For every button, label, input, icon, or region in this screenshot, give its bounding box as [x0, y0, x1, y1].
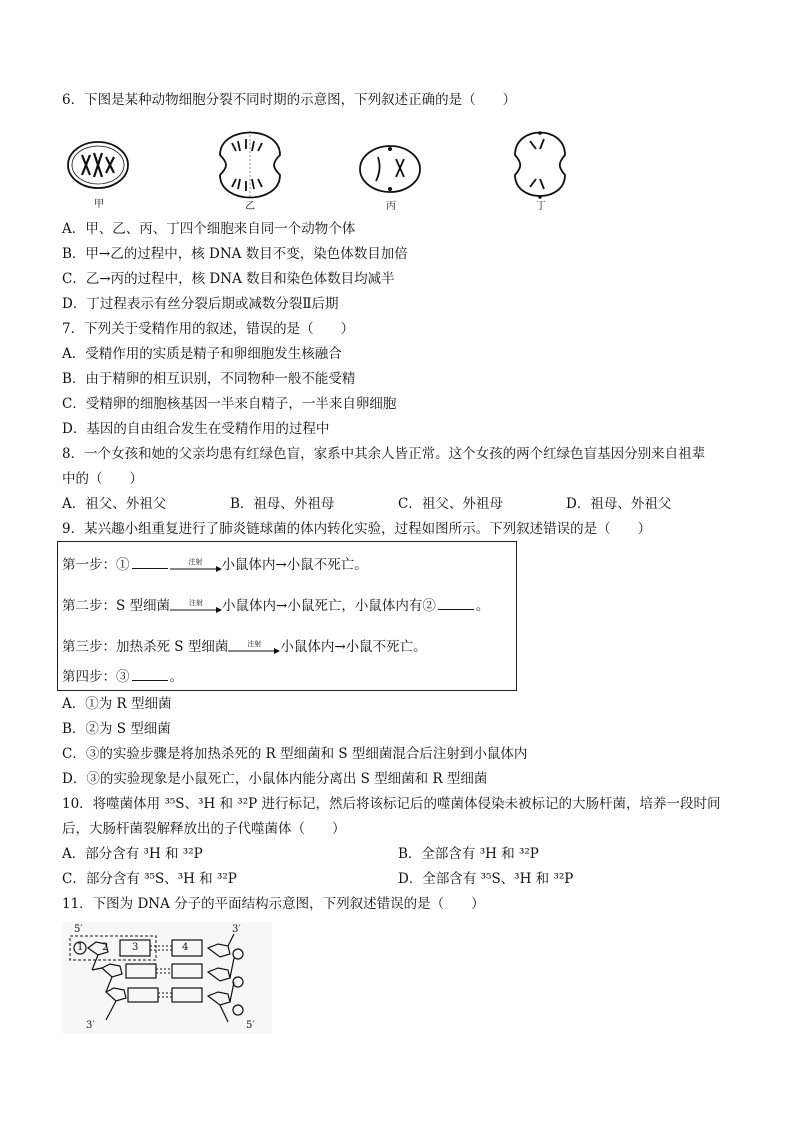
q7-option-b: B．由于精卵的相互识别，不同物种一般不能受精 — [62, 371, 356, 387]
q10-option-b: B．全部含有 ³H 和 ³²P — [398, 846, 539, 862]
q6-option-d: D．丁过程表示有丝分裂后期或减数分裂Ⅱ后期 — [62, 296, 339, 312]
q6-option-b: B．甲→乙的过程中，核 DNA 数目不变，染色体数目加倍 — [62, 246, 408, 262]
q7-option-a: A．受精作用的实质是精子和卵细胞发生核融合 — [62, 346, 342, 362]
q10-stem-line1: 10．将噬菌体用 ³⁵S、³H 和 ³²P 进行标记，然后将该标记后的噬菌体侵染未被标记的大肠杆菌，培养一段时间 — [62, 796, 721, 812]
blank-2 — [438, 597, 474, 610]
cell-division-figure — [60, 125, 580, 210]
q6-option-a: A．甲、乙、丙、丁四个细胞来自同一个动物个体 — [62, 221, 356, 237]
q7-stem: 7．下列关于受精作用的叙述，错误的是（ ） — [62, 321, 355, 337]
dna-label-5prime-top: 5′ — [74, 924, 83, 935]
q8-option-d: D．祖母、外祖父 — [566, 496, 672, 512]
q9-step3: 第三步：加热杀死 S 型细菌 注射 小鼠体内→小鼠不死亡。 — [62, 639, 427, 655]
figure-label-jia: 甲 — [94, 199, 104, 210]
q10-option-c: C．部分含有 ³⁵S、³H 和 ³²P — [62, 871, 237, 887]
dna-structure-diagram — [62, 922, 272, 1034]
dna-label-3prime-top: 3′ — [232, 924, 241, 935]
figure-label-bing: 丙 — [386, 201, 396, 212]
q10-option-d: D．全部含有 ³⁵S、³H 和 ³²P — [398, 871, 574, 887]
q8-option-b: B．祖母、外祖母 — [230, 496, 335, 512]
q9-stem: 9．某兴趣小组重复进行了肺炎链球菌的体内转化实验，过程如图所示。下列叙述错误的是（ ） — [62, 521, 652, 537]
q10-stem-line2: 后，大肠杆菌裂解释放出的子代噬菌体（ ） — [62, 821, 346, 837]
q9-step1: 第一步：① 注射 小鼠体内→小鼠不死亡。 — [62, 557, 368, 573]
blank-3 — [132, 668, 168, 681]
inject-arrow: 注射 — [170, 559, 222, 573]
q6-stem: 6．下图是某种动物细胞分裂不同时期的示意图，下列叙述正确的是（ ） — [62, 92, 517, 108]
inject-arrow: 注射 — [170, 600, 222, 614]
q8-option-a: A．祖父、外祖父 — [62, 496, 167, 512]
q10-option-a: A．部分含有 ³H 和 ³²P — [62, 846, 203, 862]
q8-stem-line1: 8．一个女孩和她的父亲均患有红绿色盲，家系中其余人皆正常。这个女孩的两个红绿色盲基因分别来自祖辈 — [62, 446, 706, 462]
dna-part-4: 4 — [182, 942, 189, 953]
dna-part-1: 1 — [77, 942, 84, 953]
dna-label-5prime-bottom: 5′ — [246, 1020, 255, 1031]
q8-option-c: C．祖父、外祖母 — [398, 496, 503, 512]
dna-part-2: 2 — [102, 942, 109, 953]
q9-step4: 第四步：③ 。 — [62, 669, 183, 685]
q9-option-b: B．②为 S 型细菌 — [62, 721, 171, 737]
q8-stem-line2: 中的（ ） — [62, 471, 143, 487]
q9-option-c: C．③的实验步骤是将加热杀死的 R 型细菌和 S 型细菌混合后注射到小鼠体内 — [62, 746, 528, 762]
dna-label-3prime-bottom: 3′ — [86, 1020, 95, 1031]
q9-step2: 第二步：S 型细菌 注射 小鼠体内→小鼠死亡，小鼠体内有② 。 — [62, 598, 490, 614]
q11-stem: 11．下图为 DNA 分子的平面结构示意图，下列叙述错误的是（ ） — [62, 896, 485, 912]
figure-label-ding: 丁 — [536, 201, 546, 212]
q7-option-c: C．受精卵的细胞核基因一半来自精子，一半来自卵细胞 — [62, 396, 397, 412]
q9-option-a: A．①为 R 型细菌 — [62, 696, 172, 712]
q6-option-c: C．乙→丙的过程中，核 DNA 数目和染色体数目均减半 — [62, 271, 395, 287]
dna-part-3: 3 — [132, 942, 139, 953]
q7-option-d: D．基因的自由组合发生在受精作用的过程中 — [62, 421, 330, 437]
q9-option-d: D．③的实验现象是小鼠死亡，小鼠体内能分离出 S 型细菌和 R 型细菌 — [62, 771, 488, 787]
figure-label-yi: 乙 — [245, 201, 255, 212]
inject-arrow: 注射 — [228, 641, 280, 655]
blank-1 — [132, 556, 168, 569]
